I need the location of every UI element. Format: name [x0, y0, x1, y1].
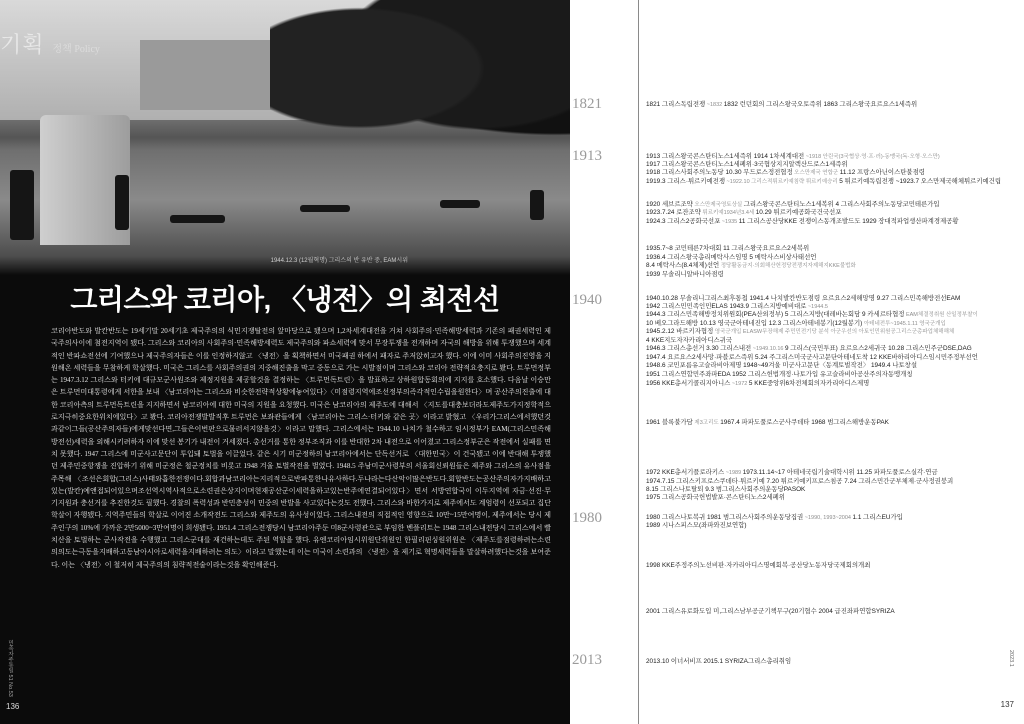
timeline-entry [646, 345, 1006, 354]
timeline-entry-note: 오스만제국 연합군 [792, 170, 840, 176]
section-tag [0, 28, 100, 59]
timeline-entry-note: ~1989 [724, 470, 743, 476]
timeline-entry-text: 1942 그리스민민족인민ELAS 1943.9 그리스지방예비대로 [646, 303, 807, 310]
timeline-entry [646, 469, 1006, 478]
timeline-entry-text: 8.4 메탁사스(8.4체제)선언 [646, 262, 720, 269]
timeline-entry-text: 1980 그리스나토복귀 1981 범그리스사회주의운동당집권 [646, 514, 804, 521]
timeline-entry-note: 제3고리도 [692, 420, 721, 426]
timeline-entry-note: 오스만제국영토상실 [692, 202, 744, 208]
timeline-entry-text: 1923.7.24 로잔조약 [646, 209, 701, 216]
timeline-entry-text: 10.29 튀르키예공화국건국선포 [755, 209, 842, 216]
timeline-entry-text: 5 KKE중앙위6차전체회의자카리아디스제명 [748, 380, 870, 387]
timeline-entry-text: 1940.10.28 무솔리니그리스최후통첩 1941.4 나치발칸반도점령 요르요스2세해망명 9.27 그리스민족해방전선EAM [646, 295, 961, 302]
article-body: 코리아반도와 발칸반도는 19세기말 20세기초 제국주의의 식민지쟁탈전의 앞마당으로 됐으며 1,2차세계대전을 거쳐 사회주의·민족해방세력과 기존의 패권세력인 제국주의사이에 첨전지역이 됐다. 그리스와 코리아의 사회주의·민족해방세력도 제국주의와 파쇼세력에 맞서 무장투쟁을 전개하며 자국의 해방을 위해 투쟁했으며 세계적인 반파쇼전선에 기여했으나 제국주의자들은 이를 인정하지않고 〈냉전〉을 획책하면서 미국패권 하에서 패자로 주저앉히고자 했다. 이에 이미 사회주의진영을 지원해온 세력들을 무참하게 학살했다. 미국은 그리스를 사회주의권의 지중해진출을 막고 중동으로 가는 시발점이며 그리스와 코리아 전략적요충지로 봤다. 트루먼정부는 1947.3.12 그리스와 터키에 대규모군사원조와 제정지원을 제공할것을 결정하는 〈트루먼독트린〉을 발표하고 상하원합동회의에 지지를 호소했다. 다음날 이승만은 트루먼미대통령에게 서한을 보내 〈남코리아는 그리스와 비슷한전략적상황에놓여있다〉〈미점령지역에조선정부의즉각적인수립을원한다〉며 공산주의진출에 대한 코리아측의 트루먼독트린을 지지하면서 남코리아에 대한 미국의 지원을 요청했다. 미국은 남코리아의 제주도에 대해서 〈지도를대충보더라도제주도가지정학적으로지극히중요한위치에있다〉고 봤다. 코리아전쟁발발직후 트루먼은 보좌관들에게 〈남코리아는 그리스·터키와 같은 곳〉이라고 밝혔고 〈우리가그리스에서했던것과같이그들(공산주의자들)에게맞선다면,그들은이번판으로물러서지않을것〉이라고 말했다. 그리스에서는 1944.10 나치가 철수하고 임시정부가 EAM(그리스민족해방전선)세력을 외해시키려하자 이에 맞선 봉기가 내전이 거세졌다. 총선거를 통한 정부조직과 이를 반대한 2차 내전으로 이어졌고 그리스정부군은 작전에서 실패를 면치 못했다. 1947 그리스에 미군사고문단이 투입돼 토벌을 이끌었다. 같은 시기 미군정하의 남코리아에서는 단독선거로 〈대한민국〉이 건국됐고 이에 반대해 투쟁했던 제주민중항쟁을 진압하기 위해 미군정은 철군정치를 비롯고 1948 겨울 토벌작전을 벌였다. 1948.5 주남미군사령부의 서울회신뢰원들은 제주와 그리스의 유사점을 주목해 〈조선은회합(그리스)사태와흡한전쟁이다.회합과남코리아는지리적으로반파통한나유사하다.두나라는다산악이많은반도다.회합반도는공산주의자가지배하고있는(발칸)예앤접되어있으며조선역시역사적으로소련권은상지이며현재공산군이세력을하고있는반주에연결되어있다〉면서 서방연합국이 이두지역에 자금·선진·무기지원과 충선거를 추진한것도 필했다. 경찰의 폭력성과 반민층성이 민중의 반발을 사고있다는것도 전했다. 그리스와 바한가지로 제주에서도 계엄령이 선포되고 집단학살이 자행됐다. 지역주민들의 학살로 이어진 소개작전도 그리스와 제주도의 유사성이었다. 그리스내전의 직접적인 영향으로 10만~15만여명이, 제주에서는 당시 제주인구의 10%에 가까운 2만5000~3만여명이 희생됐다. 1951.4 그리스전쟁당시 남코리아주둔 미8군사령관으로 부임한 벤플리트는 1948 그리스내전당시 그리스에서 빨치산을 토벌하는 군사작전을 수행했고 그리스군대를 재건하는데도 주된 역할을 했다. 유엔코리아임시위원단위원인 한필리핀싱원위원은 〈제주도를점령하려는소련의의도는극동을지배하고동남아시아로세력을지배하려는 의도〉이라고 말했는데 이는 미국이 소련과의 〈냉전〉을 제기로 혁명세력들을 말살하려했다는것을 보여준다. 이는 〈냉전〉이 철저히 제국주의의 침략적전술이라는것을 확인해준다. [51, 327, 551, 569]
timeline-entry-text: 1917 그리스왕국콘스탄티노스1세폐위·3국협상지지알렉산드로스1세즉위 [646, 161, 848, 168]
timeline-entry-text: 1821 그리스독립전쟁 [646, 101, 706, 108]
timeline-entry-text: 1918 그리스사회주의노동당 10.30 무드로스정전협정 [646, 169, 793, 176]
timeline-entry-text: 그리스왕국콘스탄티노스1세복위 4 그리스사회주의노동당코민테른가입 [743, 201, 940, 208]
timeline-entry-note: 튀르키예1934년3.4세 [700, 210, 756, 216]
timeline-entry-text: 1946.3 그리스총선거 3.30 그리스내전 [646, 345, 752, 352]
timeline-entry-text: 1939 무솔리니알바니아점령 [646, 271, 724, 278]
article-headline: 그리스와 코리아, 〈냉전〉의 최전선 [70, 284, 500, 315]
timeline-entry [646, 494, 1006, 503]
timeline-year: 1821 [572, 96, 602, 112]
timeline-entry-text: 1924.3 그리스2공화국선포 [646, 218, 721, 225]
timeline-entry-text: 1948.6 코민포름유고슬라비아제명 1948~49겨울 미군사고문단〈동계토벌작전〉 1949.4 나토창설 [646, 362, 918, 369]
page-number-left: 136 [6, 702, 20, 711]
timeline-entry-text: 1913 그리스왕국콘스탄티노스1세즉위 1914 1차세계대전 [646, 153, 805, 160]
timeline-entry-text: 2013.10 이너서비프 2015.1 SYRIZA그리스총리취임 [646, 658, 792, 665]
timeline-entry [646, 101, 1006, 110]
timeline-entry-text: 1935.7~8 코민테른7차대회 11 그리스왕국요르요스2세복위 [646, 245, 810, 252]
photo-figure [10, 170, 34, 240]
photo-figure [170, 215, 225, 223]
timeline-entry-text: 1989 시나스피스모(좌파와진보연합) [646, 522, 747, 529]
timeline-entry-note: 정당활동금지·의회해산헌정당전쟁지자제해지KKE불법화 [719, 263, 856, 269]
timeline-entry [646, 522, 1006, 531]
timeline-entry-text: 9 그리스(국민투표) 요르요스2세귀국 10.28 그리스민주군DSE,DAG [785, 345, 972, 352]
timeline-entry [646, 328, 1006, 337]
timeline-entry-text: 1974.7.15 그리스키프로스쿠데타·튀르키예 7.20 튀르키예키프로스침공 7.24 그리스민간군부체제·군사정권붕괴 [646, 478, 954, 485]
timeline-entry-text: 10 베오그라드해방 10.13 영국군아테네진입 12.3 그리스아테네봉기(12월봉기) [646, 320, 863, 327]
photo-figure [300, 205, 350, 212]
timeline-entry-text: 1973.11.14~17 아테네국립기술대학시위 11.25 파파도풀로스실각·연금 [742, 469, 938, 476]
timeline-entry [646, 562, 1006, 571]
timeline-axis [638, 0, 639, 724]
timeline-entry-note: ~1832 [705, 102, 724, 108]
timeline-entry-text: 1.1 그리스EU가입 [852, 514, 903, 521]
photo-figure [440, 200, 480, 208]
right-page [570, 0, 1024, 724]
timeline-entry-text: 1961 블록불가담 [646, 419, 693, 426]
photo-trees [270, 0, 570, 170]
photo-caption: 1944.12.3 (12월혁명) 그리스의 반 유반 중, EAM시위 [270, 258, 408, 264]
timeline-entry-text: 1975 그리스공화국헌법발포·콘스탄티노스2세폐위 [646, 494, 785, 501]
timeline-entry [646, 271, 1006, 280]
timeline-entry-note: EAM체결정취원 산일정부찰이 [904, 312, 978, 318]
timeline-entry-note: 영국군개입 ELASW무장해제 주민민전기당 분석 아군우선의 아토인민위원공그리스군총파업체해해체 [713, 329, 955, 335]
photo-figure [530, 190, 544, 220]
timeline-entry-text: 1951 그리스연합민주좌파EDA 1952 그리스헌법개정·나토가입 유고슬라비아공산주의자동맹개칭 [646, 371, 913, 378]
timeline-entry-note: ~1944.5 [806, 304, 828, 310]
timeline-entry-text: 1945.2.12 바르키자협정 [646, 328, 714, 335]
timeline-entry-text: 11 그리스공산당KKE 전쟁이스동개조발드도 1929 장대적파업생산파계경제공황 [738, 218, 959, 225]
photo-figure [115, 175, 129, 230]
timeline-entry-text: 1998 KKE주정주의노선비판·자카리아디스명예회복·공산당노동자당국제회의개최 [646, 562, 871, 569]
timeline-entry [646, 245, 1006, 254]
timeline-entry-note: ~1949.10.16 [751, 346, 786, 352]
timeline-entry-note: ~1922.10 그리스적튀르키예침략 튀르키예승리 [725, 179, 840, 185]
timeline-year: 1913 [572, 148, 602, 164]
timeline-entry [646, 380, 1006, 389]
section-label: 기획 [0, 32, 45, 57]
timeline-entry-text: 1944.3 그리스민족해방정치위원회(PEA산외정부) 5 그리스지방(대레바논회담 9 카세르타협정 [646, 311, 905, 318]
timeline-entry-text: 1972 KKE총서기플로라키스 [646, 469, 725, 476]
timeline-entry-text: 8.15 그리스나토탈퇴 9.3 범그리스사회주의운동당PASOK [646, 486, 806, 493]
timeline-entry-note: ~1918 안린국(3국협상·영·프·러)-동맹국(독·오형·오스만) [804, 154, 940, 160]
timeline-entry-text: 1947.4 요르요스2세사망·파블로스즉위 5.24 주그리스미국군사고문단아테네도착 12 KKE바하리아디스임시민주정부선언 [646, 354, 978, 361]
timeline-year: 1980 [572, 510, 602, 526]
timeline-entry-text: 1956 KKE총서기콜리지아니스 [646, 380, 731, 387]
timeline-entry [646, 311, 1006, 320]
timeline-entry-text: 11.12 프랑스아닌이스탄불점령 [839, 169, 925, 176]
timeline-entry [646, 608, 1006, 617]
section-sublabel: 정책 Policy [52, 44, 100, 55]
timeline-entry [646, 178, 1006, 187]
timeline-entry-text: 1920 세브르조약 [646, 201, 693, 208]
timeline-entry-note: ~1972 [730, 381, 749, 387]
folio-right: 2023.1 [1008, 650, 1014, 667]
timeline-entry [646, 371, 1006, 380]
timeline-entry-text: 1967.4 파파도풀로스군사쿠데타 1968 범그리스해방운동PAK [720, 419, 889, 426]
timeline-entry-text: 1936.4 그리스왕국총리메탁사스임명 5 메탁사스비상사태선언 [646, 254, 817, 261]
timeline-entry-text: 1832 런던회의 그리스왕국오토즉위 1863 그리스왕국요르요스1세즉위 [723, 101, 918, 108]
timeline-entry-note: 아테네전투~1945.1.11 영국군개입 [862, 321, 946, 327]
timeline-entry [646, 419, 1006, 428]
folio-left: 민족자주통일 51 No.53 [7, 640, 13, 697]
timeline-year: 2013 [572, 652, 602, 668]
timeline-entry-text: 2001 그리스유로화도입 미,그리스남부공군기책무구(20기협수 2004 급진좌파연합SYRIZA [646, 608, 895, 615]
timeline-year: 1940 [572, 292, 602, 308]
timeline-entry [646, 362, 1006, 371]
timeline-entry [646, 218, 1006, 227]
timeline-entry-note: ~1935 [720, 219, 739, 225]
timeline-entry-text: 4 KKE지도자자카리아디스귀국 [646, 337, 733, 344]
timeline-entry [646, 658, 1006, 667]
page-number-right: 137 [1000, 700, 1014, 709]
timeline-entry [646, 262, 1006, 271]
timeline-entry-text: 1919.3 그리스·튀르키예전쟁 [646, 178, 726, 185]
timeline-entry-note: ~1990, 1993~2004 [803, 515, 853, 521]
timeline-entry [646, 209, 1006, 218]
timeline-entry-text: 5 튀르키예독립전쟁 ~1923.7 오스만제국해체튀르키예건립 [839, 178, 1002, 185]
timeline-entry [646, 169, 1006, 178]
